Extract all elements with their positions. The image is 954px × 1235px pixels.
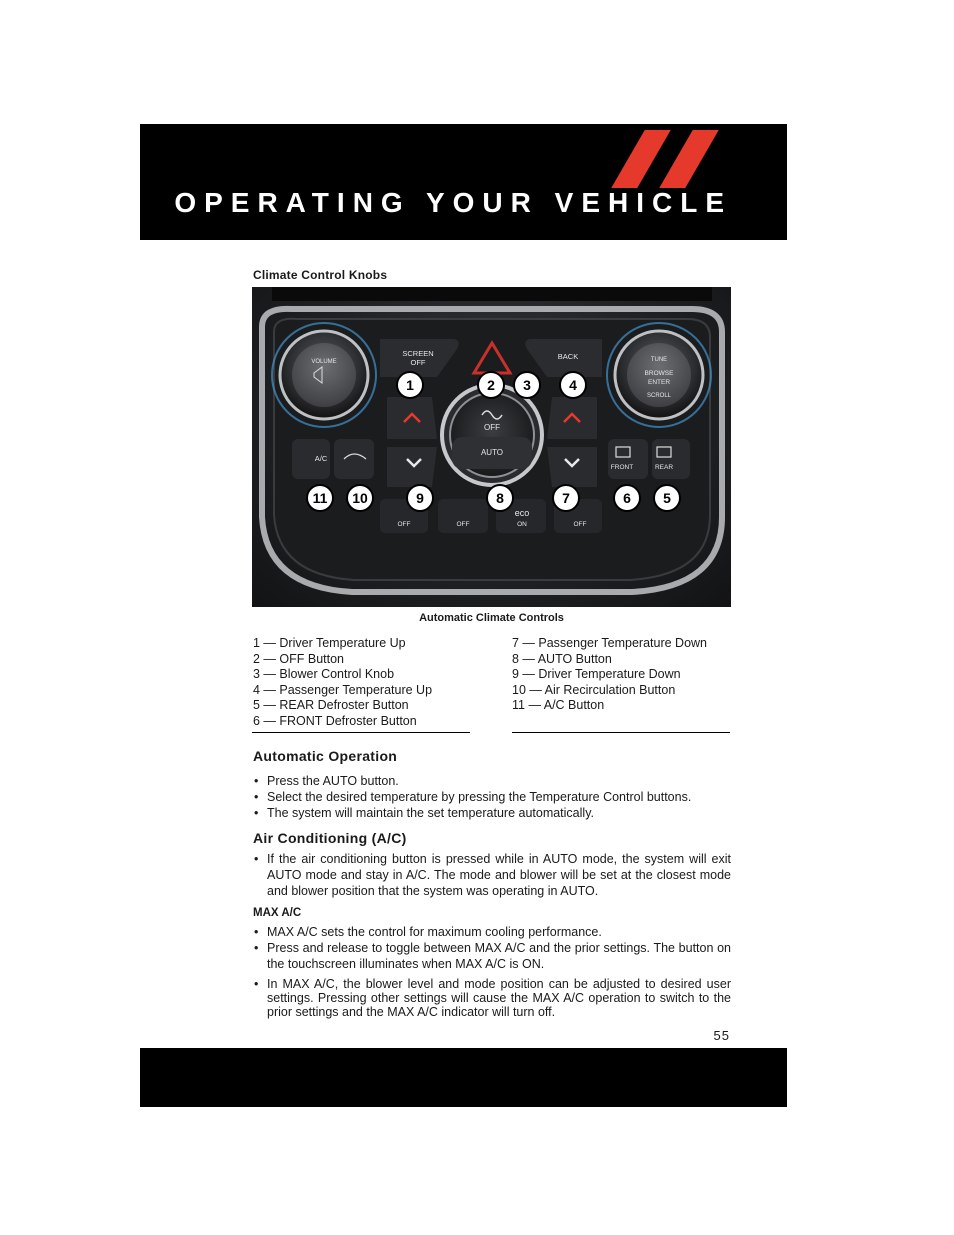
automatic-operation-list bbox=[253, 773, 731, 821]
figure-title: Climate Control Knobs bbox=[253, 268, 388, 282]
legend-item: 7 — Passenger Temperature Down bbox=[512, 636, 708, 650]
chapter-title: OPERATING YOUR VEHICLE bbox=[174, 187, 732, 218]
callout-6 bbox=[614, 485, 640, 511]
legend-item: 10 — Air Recirculation Button bbox=[512, 682, 676, 697]
callout-7 bbox=[553, 485, 579, 511]
legend-item: 3 — Blower Control Knob bbox=[253, 667, 395, 682]
recirc-off-label: OFF bbox=[456, 521, 470, 528]
legend-item: 11 — A/C Button bbox=[512, 698, 605, 713]
svg-text:4: 4 bbox=[569, 377, 577, 393]
list-item: • The system will maintain the set temperature automatically. bbox=[253, 805, 731, 821]
figure-caption: Automatic Climate Controls bbox=[419, 612, 564, 624]
callout-8 bbox=[487, 485, 513, 511]
climate-control-photo bbox=[252, 287, 731, 607]
eco-on-label: ON bbox=[517, 521, 527, 528]
callout-3 bbox=[514, 372, 540, 398]
legend-rule bbox=[512, 732, 730, 733]
svg-text:3: 3 bbox=[523, 377, 531, 393]
legend-rule bbox=[252, 732, 470, 733]
front-label: FRONT bbox=[610, 464, 634, 471]
section-heading-automatic-operation: Automatic Operation bbox=[253, 748, 398, 764]
section-heading-air-conditioning: Air Conditioning (A/C) bbox=[253, 830, 407, 846]
legend-item: 2 — OFF Button bbox=[253, 651, 345, 666]
browse-label: BROWSE bbox=[644, 370, 674, 377]
legend-item: 5 — REAR Defroster Button bbox=[253, 698, 409, 713]
red-stripe-logo bbox=[659, 130, 718, 188]
callout-10 bbox=[347, 485, 373, 511]
svg-text:11: 11 bbox=[312, 490, 328, 506]
callout-9 bbox=[407, 485, 433, 511]
list-item: • Select the desired temperature by pressing the Temperature Control buttons. bbox=[253, 789, 731, 805]
screen-off-label: OFF bbox=[410, 358, 426, 367]
list-item: • Press and release to toggle between MAX A/C and the prior settings. The button on the touchscreen illuminates when MAX A/C is ON. bbox=[253, 940, 731, 972]
ac-label: A/C bbox=[314, 454, 328, 463]
scroll-label: SCROLL bbox=[646, 393, 672, 399]
callout-5 bbox=[654, 485, 680, 511]
list-item: • If the air conditioning button is pressed while in AUTO mode, the system will exit AUTO mode and stay in A/C. The mode and blower will be set at the closest mode and blower position that the system was operating in AUTO. bbox=[253, 851, 731, 899]
svg-text:6: 6 bbox=[623, 490, 631, 506]
svg-text:1: 1 bbox=[406, 377, 414, 393]
footer-band bbox=[140, 1048, 787, 1107]
list-item: • In MAX A/C, the blower level and mode position can be adjusted to desired user settings. Pressing other settings will cause the MAX A/C operation to switch to the prior settings and the MAX A/C indicator will turn off. bbox=[253, 977, 731, 1019]
svg-text:9: 9 bbox=[416, 490, 424, 506]
section-heading-max-ac: MAX A/C bbox=[253, 907, 302, 919]
list-item: • Press the AUTO button. bbox=[253, 773, 731, 789]
header-band bbox=[140, 124, 787, 240]
legend-left bbox=[253, 636, 471, 730]
volume-label: VOLUME bbox=[311, 359, 337, 365]
list-item: • MAX A/C sets the control for maximum cooling performance. bbox=[253, 924, 731, 940]
tune-label: TUNE bbox=[650, 357, 668, 363]
screen-off-label: SCREEN bbox=[402, 349, 434, 358]
off-label: OFF bbox=[484, 423, 500, 432]
legend-item: 1 — Driver Temperature Up bbox=[253, 636, 406, 650]
legend-item: 9 — Driver Temperature Down bbox=[512, 667, 681, 682]
callout-11 bbox=[307, 485, 333, 511]
park-off-label: OFF bbox=[397, 521, 411, 528]
red-stripe-logo bbox=[611, 130, 670, 188]
air-conditioning-list bbox=[253, 851, 731, 899]
callout-4 bbox=[560, 372, 586, 398]
svg-text:5: 5 bbox=[663, 490, 671, 506]
climate-panel-illustration bbox=[252, 287, 731, 607]
svg-text:8: 8 bbox=[496, 490, 504, 506]
legend-item: 4 — Passenger Temperature Up bbox=[253, 682, 433, 697]
rear-label: REAR bbox=[654, 464, 674, 471]
callout-2 bbox=[478, 372, 504, 398]
esc-off-label: OFF bbox=[573, 521, 587, 528]
svg-text:2: 2 bbox=[487, 377, 495, 393]
legend-item: 6 — FRONT Defroster Button bbox=[253, 713, 417, 728]
page-number: 55 bbox=[713, 1028, 730, 1043]
auto-label: AUTO bbox=[480, 448, 504, 457]
svg-text:7: 7 bbox=[562, 490, 570, 506]
enter-label: ENTER bbox=[647, 379, 671, 386]
svg-text:10: 10 bbox=[352, 490, 368, 506]
legend-right bbox=[512, 636, 730, 714]
max-ac-list bbox=[253, 924, 731, 1019]
callout-1 bbox=[397, 372, 423, 398]
eco-label: eco bbox=[514, 508, 530, 518]
back-label: BACK bbox=[557, 352, 579, 361]
legend-item: 8 — AUTO Button bbox=[512, 651, 612, 666]
